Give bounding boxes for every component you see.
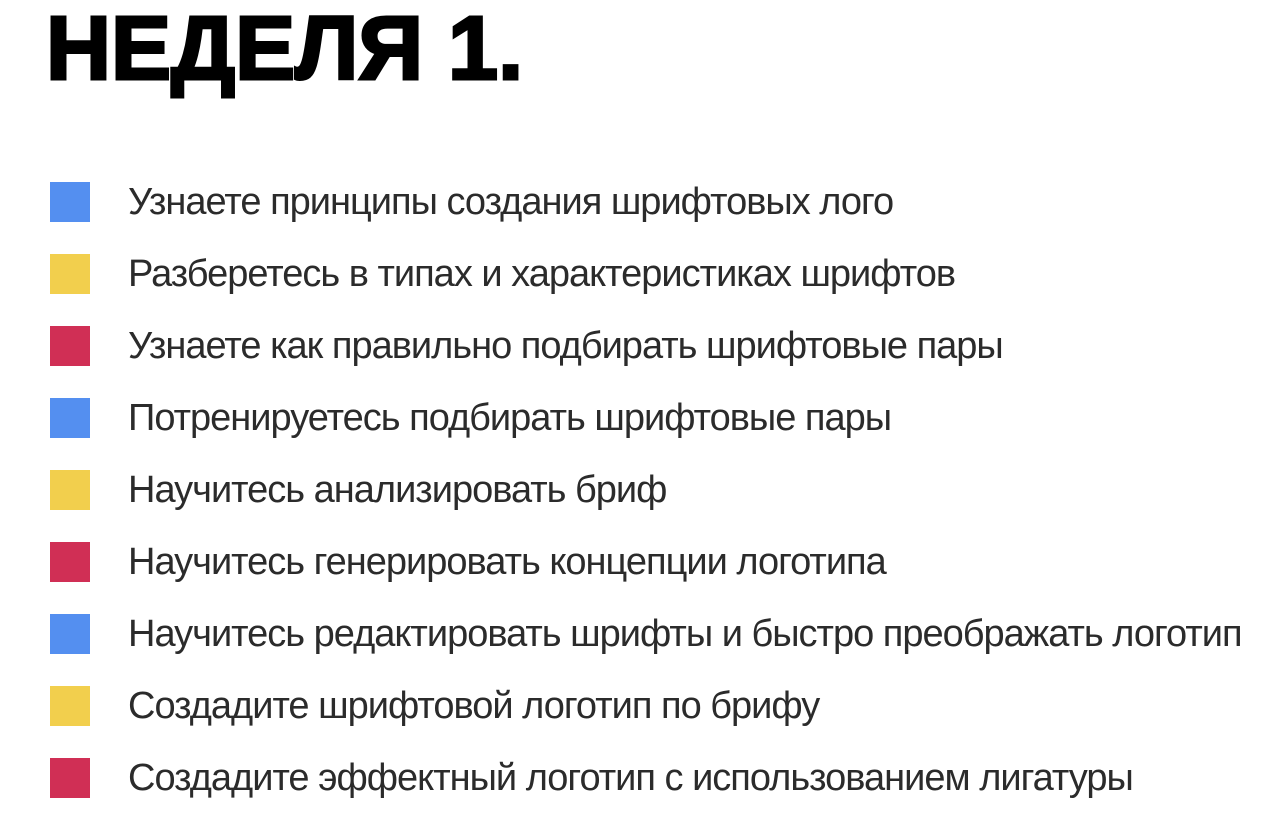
list-item (50, 254, 1242, 294)
list-item-label: Потренируетесь подбирать шрифтовые пары (128, 397, 892, 439)
list-item (50, 758, 1242, 798)
bullet-square-icon (50, 254, 90, 294)
list-item-label: Научитесь редактировать шрифты и быстро преображать логотип (128, 613, 1242, 655)
bullet-square-icon (50, 182, 90, 222)
list-item-label: Научитесь генерировать концепции логотипа (128, 541, 886, 583)
list-item (50, 614, 1242, 654)
bullet-square-icon (50, 470, 90, 510)
list-item-label: Узнаете как правильно подбирать шрифтовые пары (128, 325, 1003, 367)
bullet-square-icon (50, 542, 90, 582)
list-item (50, 326, 1242, 366)
bullet-square-icon (50, 758, 90, 798)
list-item-label: Научитесь анализировать бриф (128, 469, 667, 511)
bullet-square-icon (50, 398, 90, 438)
list-item (50, 542, 1242, 582)
list-item-label: Создадите шрифтовой логотип по брифу (128, 685, 820, 727)
list-item-label: Узнаете принципы создания шрифтовых лого (128, 181, 894, 223)
list-item (50, 182, 1242, 222)
bullet-square-icon (50, 686, 90, 726)
goals-list (50, 182, 1242, 798)
list-item (50, 398, 1242, 438)
list-item (50, 470, 1242, 510)
page-title: НЕДЕЛЯ 1. (46, 0, 524, 99)
bullet-square-icon (50, 614, 90, 654)
bullet-square-icon (50, 326, 90, 366)
list-item-label: Разберетесь в типах и характеристиках шрифтов (128, 253, 956, 295)
list-item-label: Создадите эффектный логотип с использованием лигатуры (128, 757, 1133, 799)
list-item (50, 686, 1242, 726)
